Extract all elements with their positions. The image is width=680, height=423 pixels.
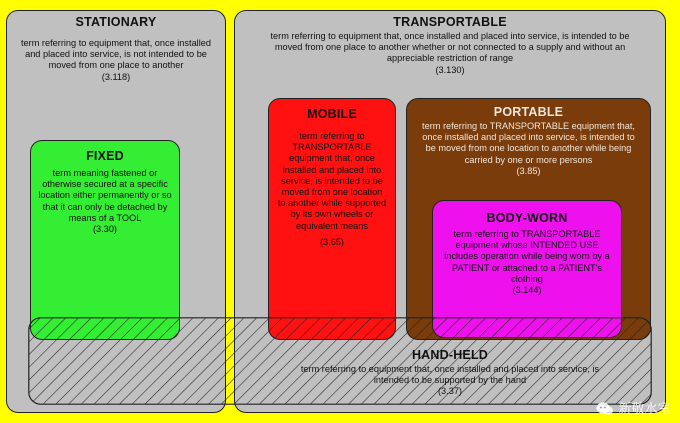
mobile-definition: term referring to TRANSPORTABLE equipment that, once installed and placed into service, is intended to be moved from one location to another while supported by its own wheels or equivalent means [277, 131, 387, 231]
mobile-ref: (3.65) [319, 236, 344, 247]
stationary-definition: term referring to equipment that, once installed and placed into service, is not intended to be moved from one place to another [21, 38, 211, 71]
body-worn-title: BODY-WORN [486, 211, 568, 225]
stationary-title: STATIONARY [75, 15, 157, 29]
fixed-ref: (3.30) [92, 224, 117, 235]
fixed-title: FIXED [86, 149, 124, 163]
mobile-title: MOBILE [307, 107, 357, 121]
portable-definition: term referring to TRANSPORTABLE equipment that, once installed and placed into service, is intended to be moved from one location to another while being carried by one or more persons [422, 121, 635, 165]
chat-bubble-icon [596, 401, 614, 417]
hand-held-label-group [234, 348, 666, 397]
portable-ref: (3.85) [516, 165, 541, 176]
fixed-box [30, 140, 180, 340]
mobile-box [268, 98, 396, 340]
transportable-title: TRANSPORTABLE [393, 15, 507, 29]
transportable-ref: (3.130) [435, 64, 465, 75]
watermark-label: 新敬水室 [618, 402, 671, 417]
watermark [596, 398, 676, 420]
portable-title: PORTABLE [493, 105, 564, 119]
hand-held-title: HAND-HELD [411, 348, 489, 362]
stationary-ref: (3.118) [101, 71, 131, 82]
hand-held-ref: (3.37) [437, 386, 462, 397]
body-worn-definition: term referring to TRANSPORTABLE equipment whose INTENDED USE includes operation while being worn by a PATIENT or attached to a PATIENT's clothing [444, 229, 610, 284]
hand-held-definition: term referring to equipment that, once installed and placed into service, is intended to be supported by the hand [300, 364, 600, 386]
body-worn-ref: (3.144) [512, 285, 542, 296]
transportable-definition: term referring to equipment that, once installed and placed into service, is intended to be moved from one place to another whether or not connected to a supply and without an appreciable restriction of range [270, 31, 630, 64]
fixed-definition: term meaning fastened or otherwise secured at a specific location either permanently or so that it can only be detached by means of a TOOL [38, 168, 172, 223]
